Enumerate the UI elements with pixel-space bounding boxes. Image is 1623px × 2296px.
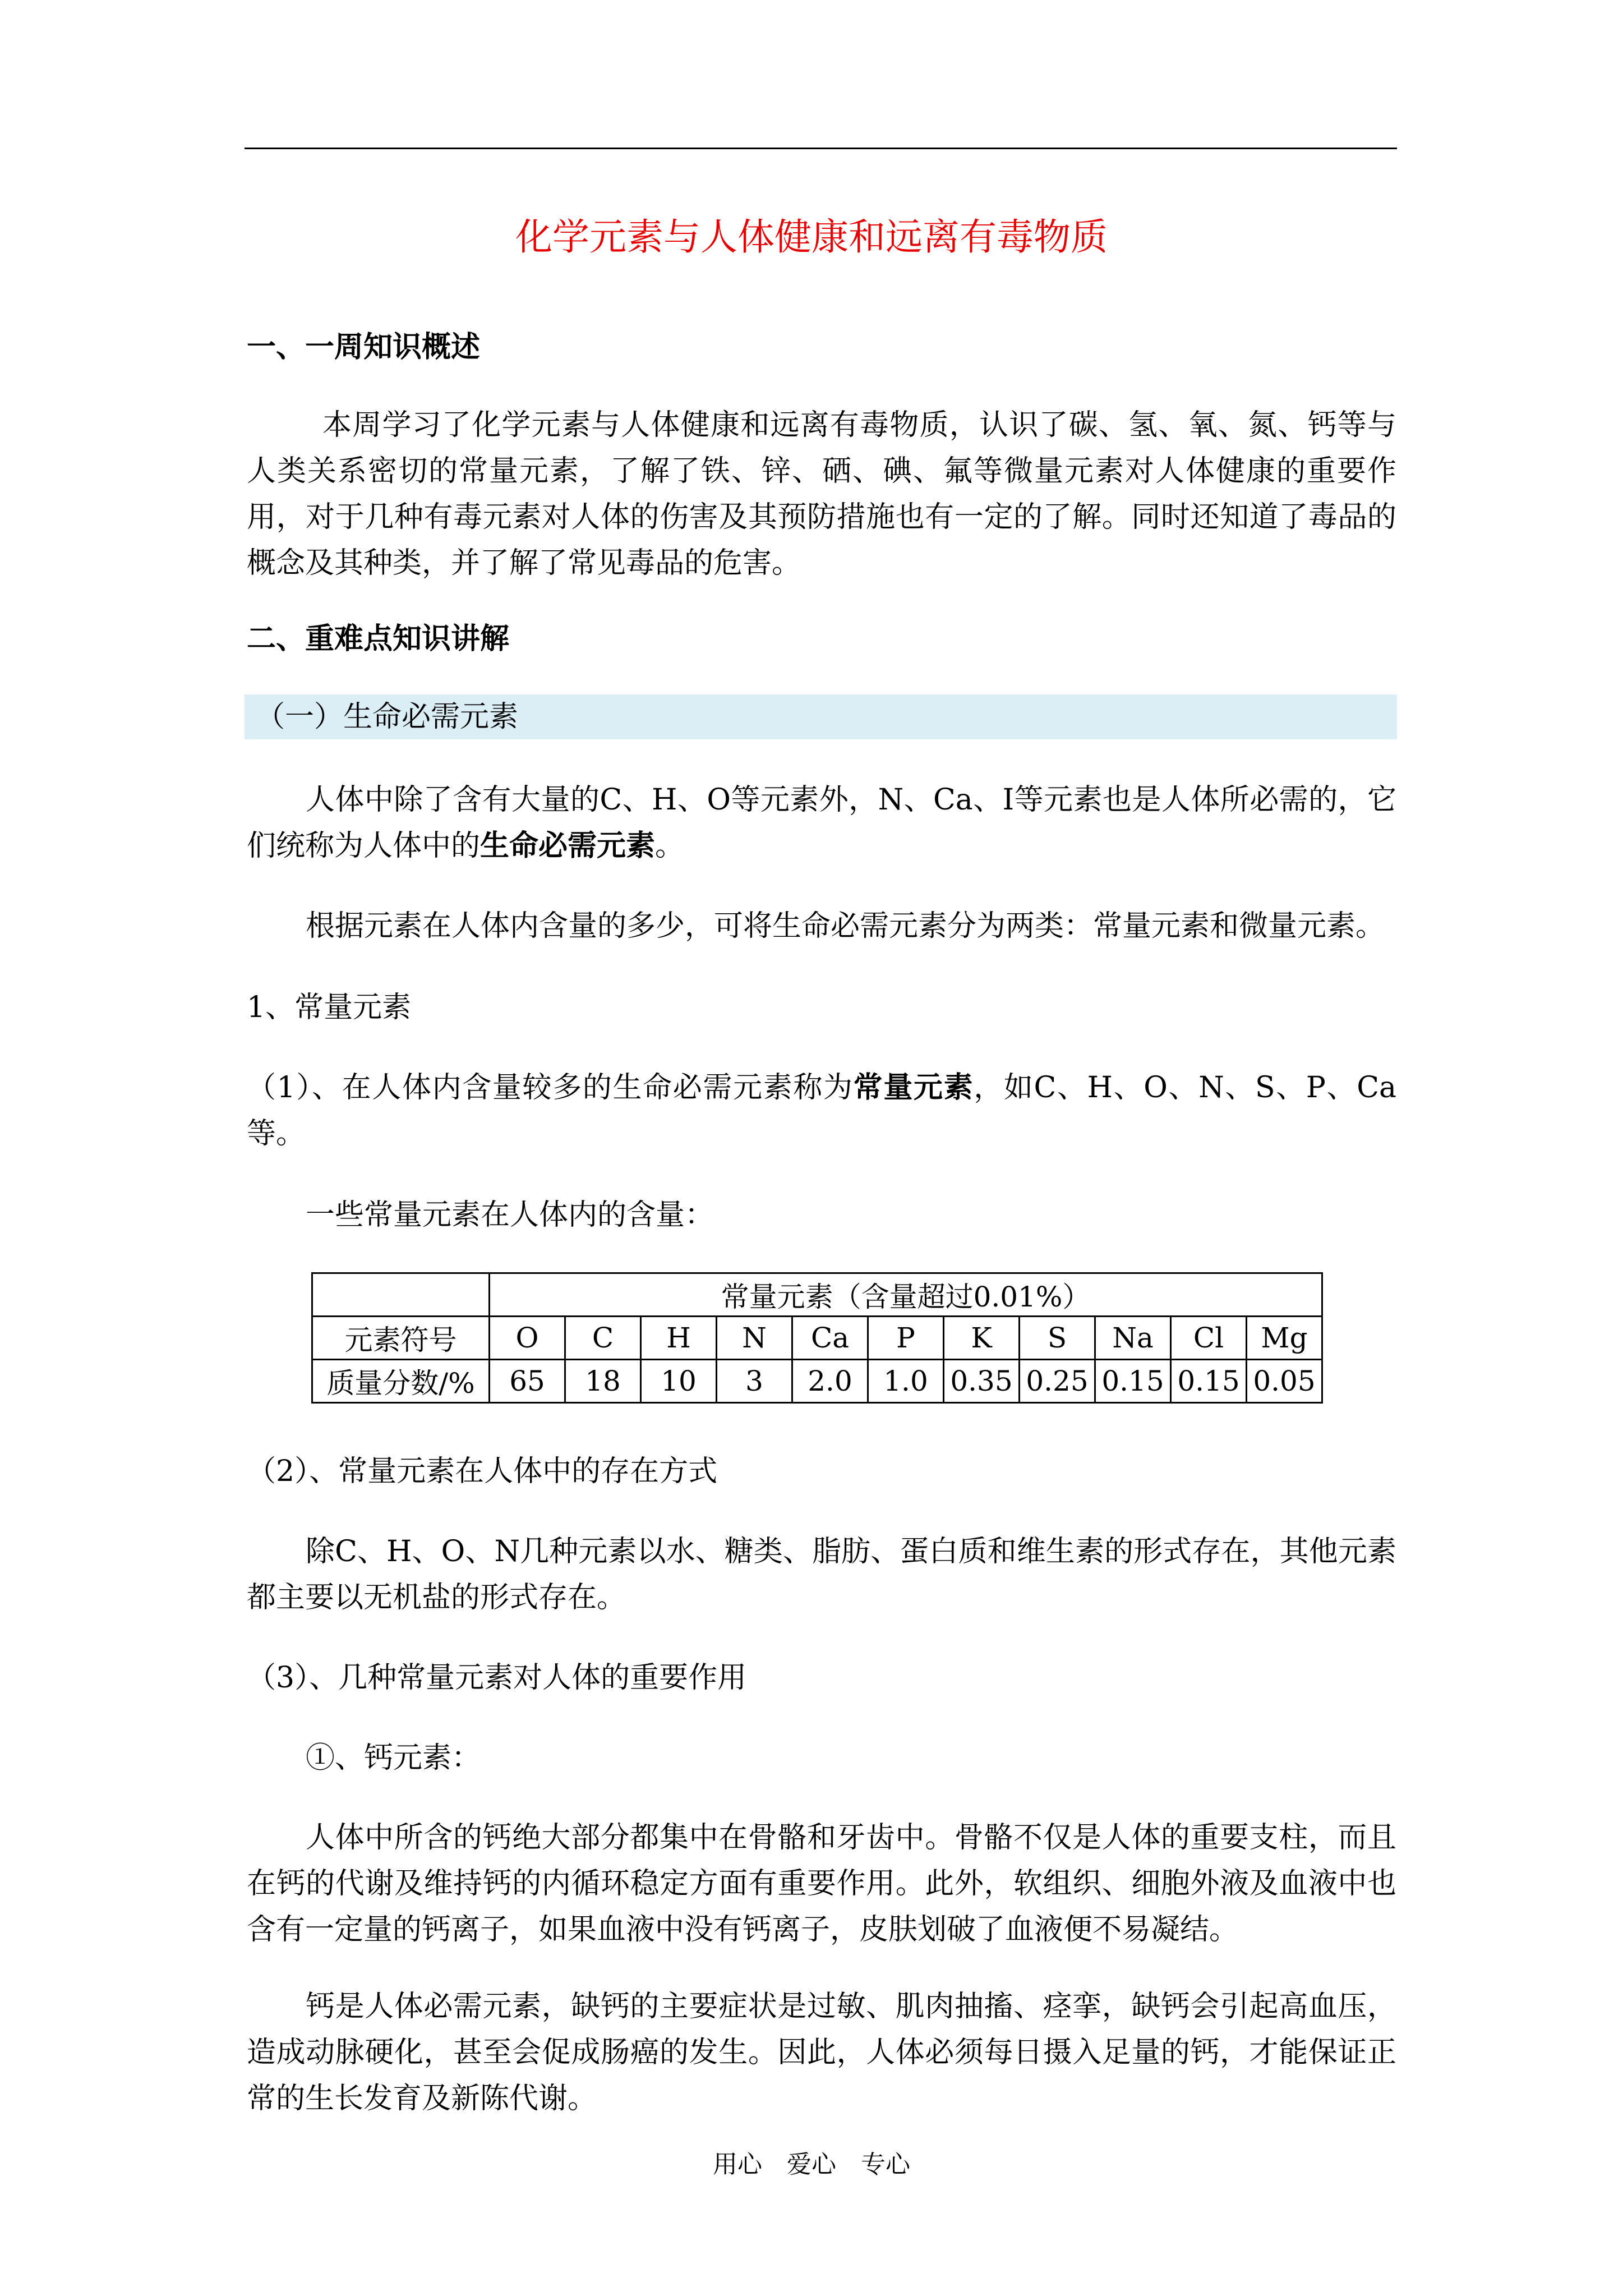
value-cell: 1.0	[868, 1360, 944, 1403]
section-heading-key-points: 二、重难点知识讲解	[247, 622, 510, 656]
value-cell: 0.15	[1171, 1360, 1247, 1403]
symbol-cell: Cl	[1171, 1317, 1247, 1360]
existence-form-heading: （2）、常量元素在人体中的存在方式	[247, 1455, 718, 1488]
calcium-heading: ①、钙元素：	[306, 1741, 481, 1775]
definition-text-b: ，如C、H、O、N、S、P、Ca等。	[247, 1071, 1396, 1151]
symbol-cell: O	[490, 1317, 565, 1360]
major-elements-table	[311, 1272, 1323, 1404]
page-footer: 用心 爱心 专心	[713, 2150, 910, 2179]
subheading-major-elements: 1、常量元素	[247, 991, 412, 1024]
importance-heading: （3）、几种常量元素对人体的重要作用	[247, 1661, 747, 1695]
symbol-cell: P	[868, 1317, 944, 1360]
calcium-paragraph-1: 人体中所含的钙绝大部分都集中在骨骼和牙齿中。骨骼不仅是人体的重要支柱，而且在钙的代谢及维持钙的内循环稳定方面有重要作用。此外，软组织、细胞外液及血液中也含有一定量的钙离子，如果血液中没有钙离子，皮肤划破了血液便不易凝结。	[247, 1821, 1396, 1947]
essential-elements-paragraph	[247, 777, 1396, 869]
table-row	[312, 1317, 1322, 1360]
major-elements-definition	[247, 1065, 1396, 1157]
symbol-cell: Ca	[792, 1317, 868, 1360]
essential-text-a: 人体中除了含有大量的C、H、O等元素外，N、Ca、I等元素也是人体所必需的，它们统称为人体中的	[247, 783, 1396, 863]
table-corner-cell	[312, 1273, 490, 1317]
table-header: 常量元素（含量超过0.01%）	[490, 1273, 1322, 1317]
existence-form-paragraph: 除C、H、O、N几种元素以水、糖类、脂肪、蛋白质和维生素的形式存在，其他元素都主要以无机盐的形式存在。	[247, 1535, 1396, 1614]
symbol-cell: N	[717, 1317, 792, 1360]
overview-paragraph: 本周学习了化学元素与人体健康和远离有毒物质，认识了碳、氢、氧、氮、钙等与人类关系密切的常量元素，了解了铁、锌、硒、碘、氟等微量元素对人体健康的重要作用，对于几种有毒元素对人体的伤害及其预防措施也有一定的了解。同时还知道了毒品的概念及其种类，并了解了常见毒品的危害。	[247, 408, 1396, 580]
essential-text-b: 。	[655, 829, 685, 863]
row-label-symbol: 元素符号	[312, 1317, 490, 1360]
symbol-cell: H	[641, 1317, 717, 1360]
subsection-band	[245, 694, 1397, 739]
row-label-mass-fraction: 质量分数/%	[312, 1360, 490, 1403]
definition-text-a: （1）、在人体内含量较多的生命必需元素称为	[247, 1071, 854, 1105]
calcium-paragraph-2: 钙是人体必需元素，缺钙的主要症状是过敏、肌肉抽搐、痉挛，缺钙会引起高血压，造成动脉硬化，甚至会促成肠癌的发生。因此，人体必须每日摄入足量的钙，才能保证正常的生长发育及新陈代谢。	[247, 1990, 1396, 2115]
value-cell: 65	[490, 1360, 565, 1403]
value-cell: 0.05	[1247, 1360, 1322, 1403]
value-cell: 18	[565, 1360, 641, 1403]
table-row	[312, 1273, 1322, 1317]
symbol-cell: Na	[1095, 1317, 1171, 1360]
page-title: 化学元素与人体健康和远离有毒物质	[515, 215, 1108, 259]
table-row	[312, 1360, 1322, 1403]
value-cell: 2.0	[792, 1360, 868, 1403]
value-cell: 0.35	[944, 1360, 1020, 1403]
value-cell: 10	[641, 1360, 717, 1403]
header-rule	[245, 148, 1397, 149]
value-cell: 3	[717, 1360, 792, 1403]
definition-term: 常量元素	[853, 1070, 974, 1105]
table-intro: 一些常量元素在人体内的含量：	[306, 1198, 714, 1232]
subsection-band-label: （一）生命必需元素	[256, 700, 519, 734]
symbol-cell: K	[944, 1317, 1020, 1360]
symbol-cell: Mg	[1247, 1317, 1322, 1360]
symbol-cell: S	[1020, 1317, 1095, 1360]
value-cell: 0.15	[1095, 1360, 1171, 1403]
essential-term: 生命必需元素	[480, 829, 656, 863]
classification-paragraph: 根据元素在人体内含量的多少，可将生命必需元素分为两类：常量元素和微量元素。	[306, 909, 1385, 943]
symbol-cell: C	[565, 1317, 641, 1360]
value-cell: 0.25	[1020, 1360, 1095, 1403]
section-heading-overview: 一、一周知识概述	[247, 330, 481, 364]
